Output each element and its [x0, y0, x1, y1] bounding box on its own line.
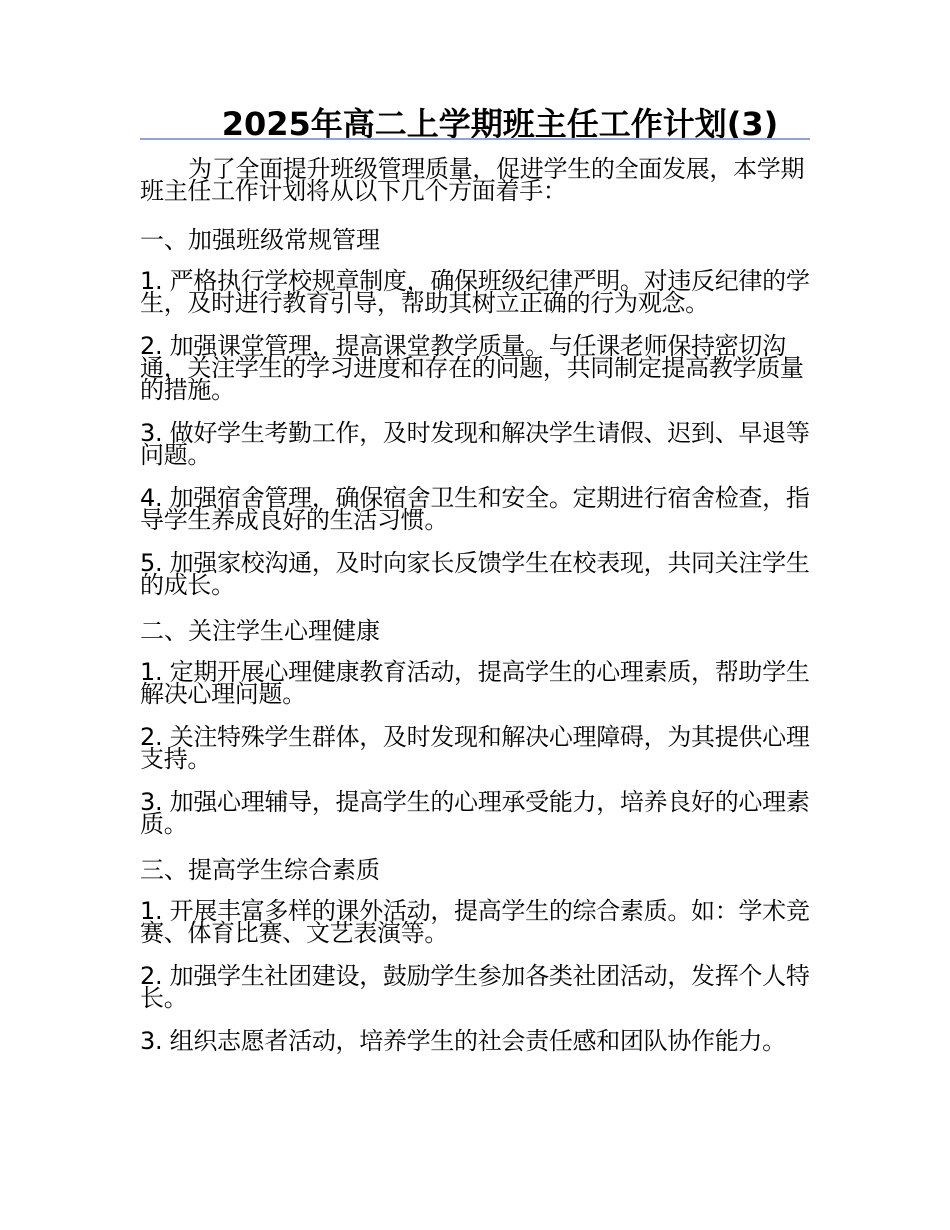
section-1-item-2: 2. 加强课堂管理，提高课堂教学质量。与任课老师保持密切沟通，关注学生的学习进度和存在的问题，共同制定提高教学质量的措施。	[140, 332, 804, 404]
section-3-item-3: 3. 组织志愿者活动，培养学生的社会责任感和团队协作能力。	[140, 1027, 786, 1055]
document-title: 2025年高二上学期班主任工作计划(3)	[221, 105, 779, 143]
title-underline	[140, 138, 810, 140]
section-heading-1: 一、加强班级常规管理	[140, 226, 380, 254]
section-heading-3: 三、提高学生综合素质	[140, 856, 380, 884]
section-1-item-5: 5. 加强家校沟通，及时向家长反馈学生在校表现，共同关注学生的成长。	[140, 549, 810, 599]
section-1-item-3: 3. 做好学生考勤工作，及时发现和解决学生请假、迟到、早退等问题。	[140, 419, 810, 469]
document-body	[140, 155, 812, 1073]
section-3-item-1: 1. 开展丰富多样的课外活动，提高学生的综合素质。如：学术竞赛、体育比赛、文艺表演等。	[140, 897, 810, 947]
section-2-item-1: 1. 定期开展心理健康教育活动，提高学生的心理素质，帮助学生解决心理问题。	[140, 658, 810, 708]
intro-paragraph: 为了全面提升班级管理质量，促进学生的全面发展，本学期班主任工作计划将从以下几个方面着手：	[140, 155, 805, 205]
section-3-item-2: 2. 加强学生社团建设，鼓励学生参加各类社团活动，发挥个人特长。	[140, 962, 810, 1012]
section-1-item-4: 4. 加强宿舍管理，确保宿舍卫生和安全。定期进行宿舍检查，指导学生养成良好的生活习惯。	[140, 484, 810, 534]
section-1-item-1: 1. 严格执行学校规章制度，确保班级纪律严明。对违反纪律的学生，及时进行教育引导，帮助其树立正确的行为观念。	[140, 267, 810, 317]
section-heading-2: 二、关注学生心理健康	[140, 617, 380, 645]
section-2-item-3: 3. 加强心理辅导，提高学生的心理承受能力，培养良好的心理素质。	[140, 788, 810, 838]
section-2-item-2: 2. 关注特殊学生群体，及时发现和解决心理障碍，为其提供心理支持。	[140, 723, 810, 773]
